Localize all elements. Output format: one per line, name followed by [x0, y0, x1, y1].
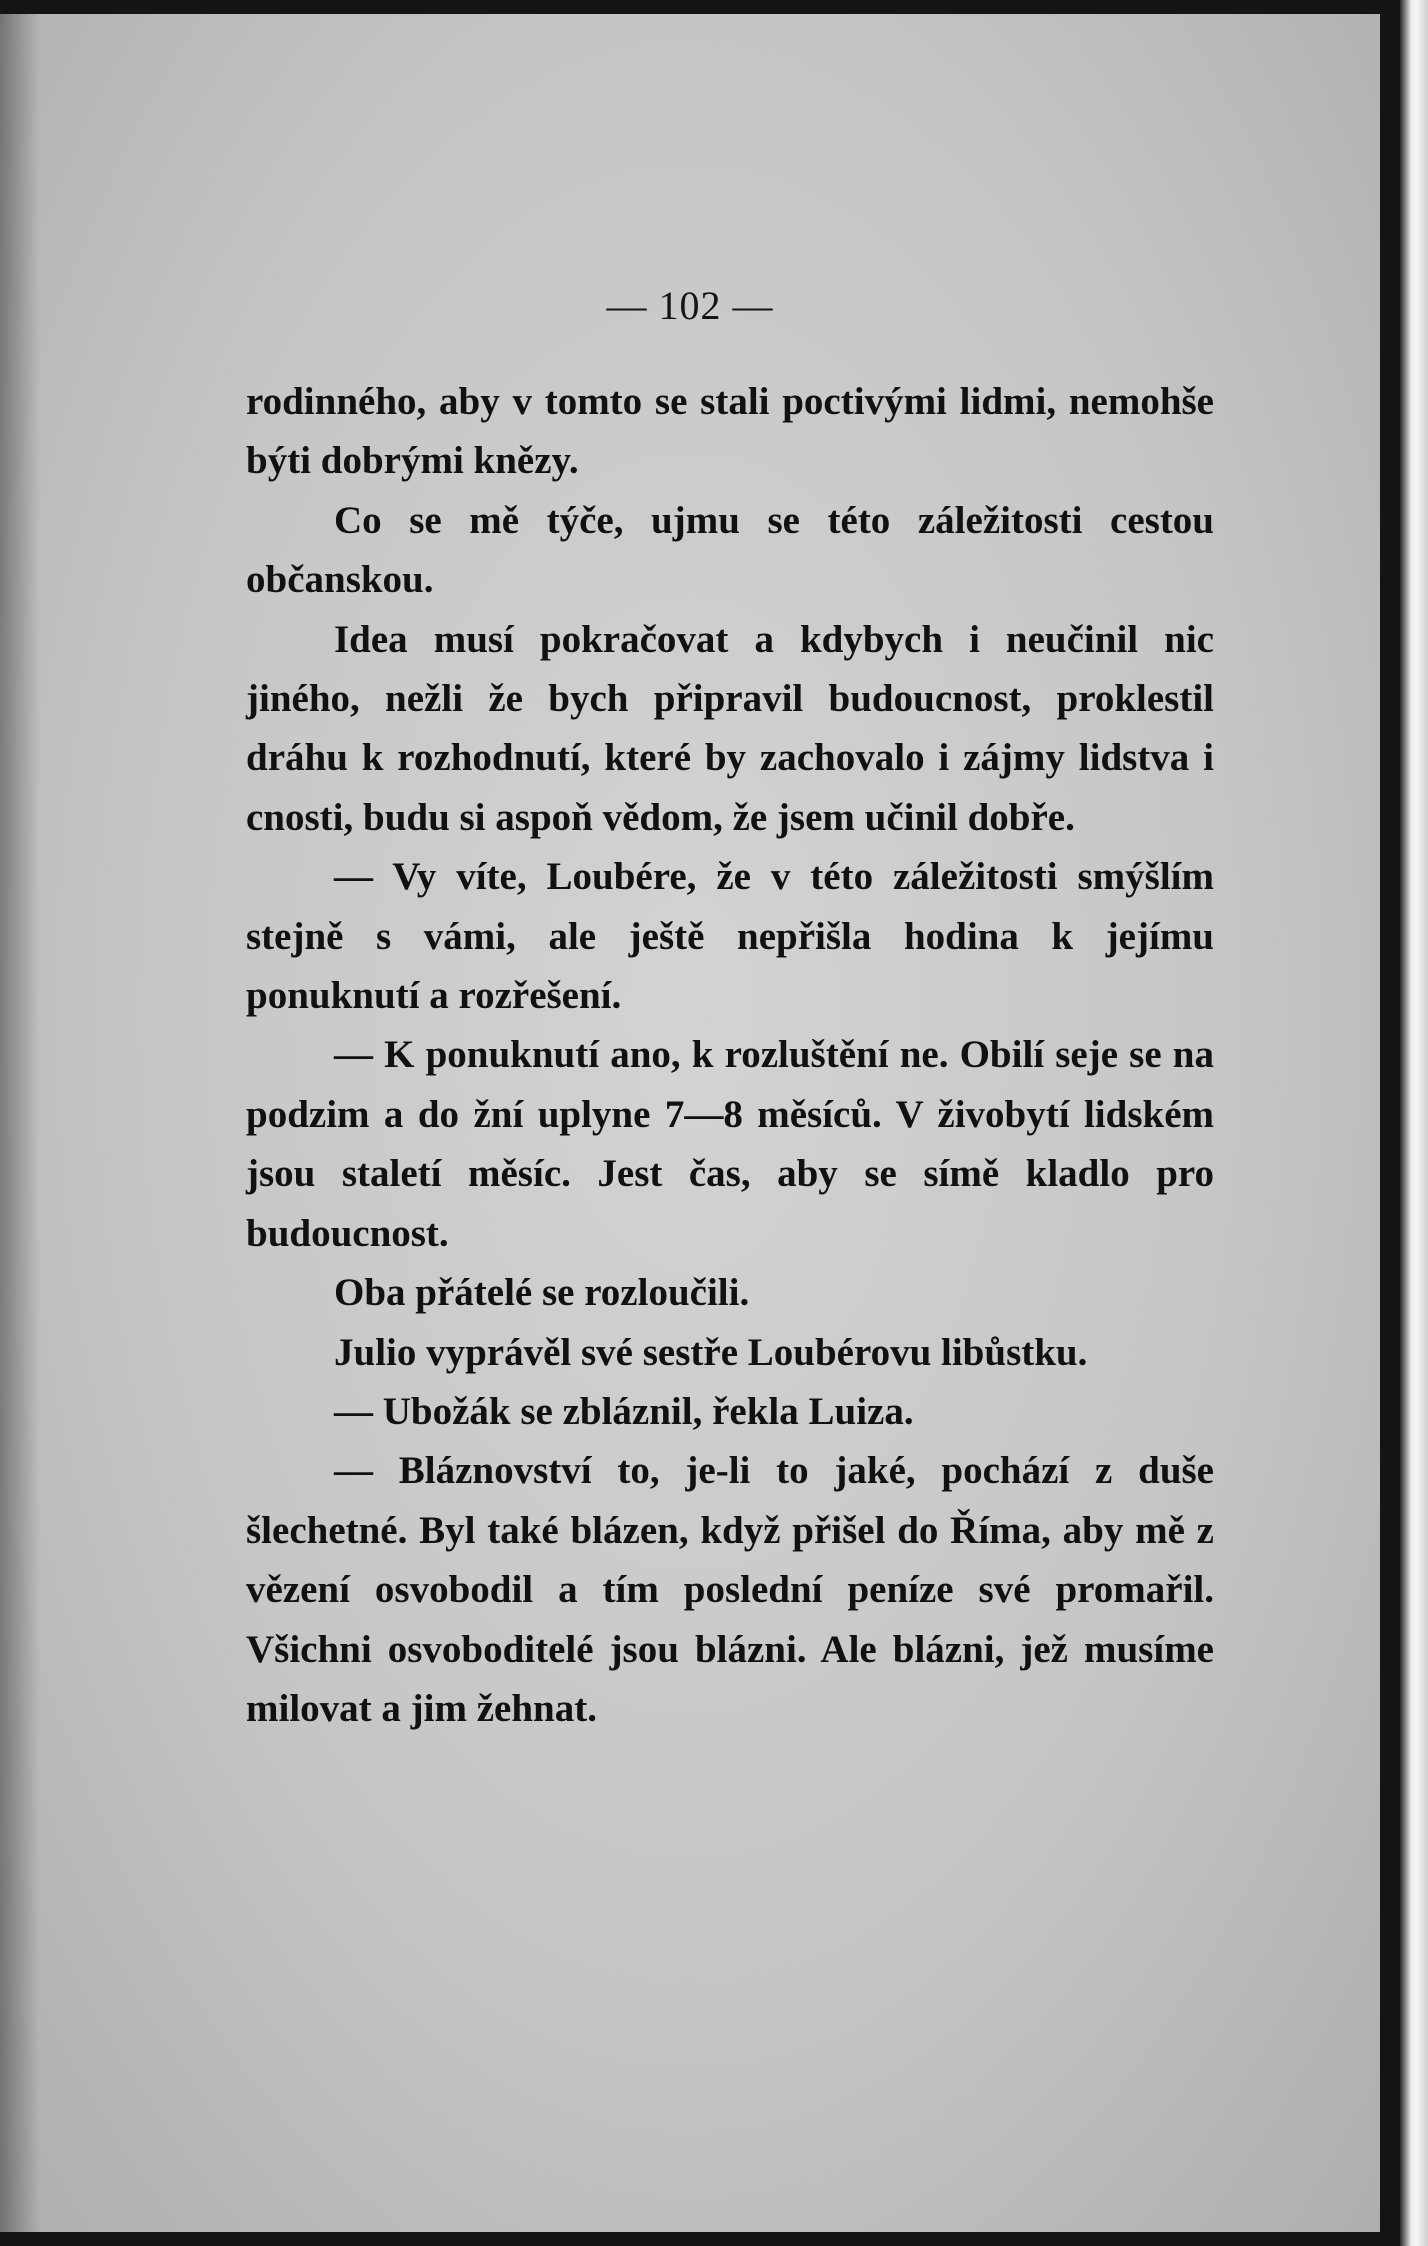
- paragraph-9: — Bláznovství to, je-li to jaké, pochází z duše šlechetné. Byl také blázen, když přišel do Říma, aby mě z vězení osvobodil a tím poslední peníze své promařil. Všichni osvoboditelé jsou blázni. Ale blázni, jež musíme milovat a jim žehnat.: [246, 1449, 1214, 1730]
- paragraph-7: Julio vyprávěl své sestře Loubérovu libůstku.: [334, 1330, 1088, 1374]
- body-text: [246, 372, 1214, 1738]
- paragraph-1: rodinného, aby v tomto se stali poctivými lidmi, nemohše býti dobrými knězy.: [246, 380, 1214, 483]
- paragraph-4: — Vy víte, Loubére, že v této záležitosti smýšlím stejně s vámi, ale ještě nepřišla hodina k jejímu ponuknutí a rozřešení.: [246, 855, 1214, 1018]
- paragraph-6: Oba přátelé se rozloučili.: [334, 1271, 750, 1315]
- page-edge: [1400, 0, 1428, 2246]
- binding-shadow: [0, 14, 40, 2232]
- paragraph-3: Idea musí pokračovat a kdybych i neučinil nic jiného, nežli že bych připravil budoucnost, proklestil dráhu k rozhodnutí, které by zachovalo i zájmy lidstva i cnosti, budu si aspoň vědom, že jsem učinil dobře.: [246, 617, 1214, 839]
- paragraph-5: — K ponuknutí ano, k rozluštění ne. Obilí seje se na podzim a do žní uplyne 7—8 měsíců. V živobytí lidském jsou staletí měsíc. Jest čas, aby se símě kladlo pro budoucnost.: [246, 1033, 1214, 1255]
- paragraph-2: Co se mě týče, ujmu se této záležitosti cestou občanskou.: [246, 498, 1214, 602]
- page-number: — 102 —: [606, 283, 774, 328]
- paragraph-8: — Ubožák se zbláznil, řekla Luiza.: [334, 1389, 914, 1433]
- book-page: [0, 14, 1380, 2232]
